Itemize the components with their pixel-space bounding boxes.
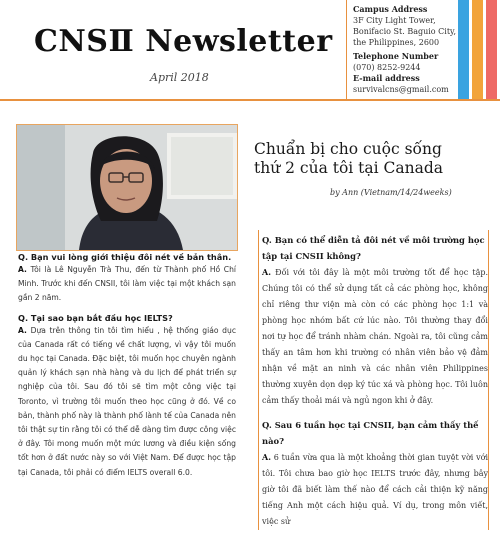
article-title-line-1: Chuẩn bị cho cuộc sống [254,140,442,158]
article-title [254,140,484,178]
right-column-border-right [488,230,489,530]
question-3: Q. Bạn có thể diễn tả đôi nét về môi trường học tập tại CNSII không? [262,235,485,261]
answer-1 [18,263,236,306]
color-stripes [458,0,500,99]
answer-1-text: Tôi là Lê Nguyễn Trà Thu, đến từ Thành phố Hồ Chí Minh. Trước khi đến CNSII, tôi làm việc tại một khách sạn gần 2 năm. [18,265,237,303]
campus-address-line: the Philippines, 2600 [353,38,440,47]
question-2: Q. Tại sao bạn bắt đầu học IELTS? [18,312,173,323]
left-column-interview [18,247,236,486]
answer-marker: A. [262,452,271,462]
answer-2-text: Dựa trên thông tin tôi tìm hiểu , hệ thống giáo dục của Canada rất có tiếng về chất lượng, vì vậy tôi muốn du học tại Canada. Đặc biệt, tôi muốn học chuyên ngành quản lý khách sạn nhà hàng và du lịch để phát triển sự nghiệp của tôi. Sau đó tôi sẽ tìm một công việc tại Toronto, vì trường tôi muốn theo học cũng ở đó. Về co bản, thành phố này là thành phố lành tế của Canada nên tôi thật sự tin rằng tôi có thể dễ dàng tìm được công việc ở đây. Tôi mong muốn một mức lương và điều kiện sống tốt hơn ở đất nước này so với Việt Nam. Để được học tập tại Canada, tôi phải có điểm IELTS overall 6.0. [18,325,236,477]
header-divider [0,99,500,101]
telephone-number: (070) 8252-9244 [353,63,421,72]
interviewee-photo [17,125,237,250]
newsletter-title: CNSⅡ Newsletter [34,24,333,59]
right-column-interview [262,232,488,538]
answer-2 [18,324,236,480]
orange-stripe [472,0,483,99]
answer-marker: A. [262,267,271,277]
email-label: E-mail address [353,73,420,83]
right-column-border-left [258,230,259,530]
newsletter-header [0,0,500,100]
telephone-label: Telephone Number [353,51,439,61]
blue-stripe [458,0,469,99]
article-title-line-2: thứ 2 của tôi tại Canada [254,159,444,177]
article-byline: by Ann (Vietnam/14/24weeks) [330,188,452,197]
campus-address-line: Bonifacio St. Baguio City, [353,27,457,36]
portrait-illustration [17,125,237,250]
answer-3-text: Đối với tôi đây là một môi trường tốt để học tập. Chúng tôi có thể sử dụng tất cả các phòng học, không chỉ riêng thư viện mà còn có các phòng học 1:1 và phòng học nhóm bất cứ lúc nào. Tôi thường thay đổi nơi tự học để tránh nhàm chán. Ngoài ra, tôi cũng cảm thấy an tâm hơn khi trường có nhân viên bảo vệ đảm nhận về mặt an ninh và các nhân viên Philippines thường xuyên dọn dẹp ký túc xá và phòng học. Tôi luôn cảm thấy thoải mái và ngủ ngon khi ở đây. [262,268,489,405]
issue-date: April 2018 [150,71,209,84]
red-stripe [486,0,497,99]
interviewee-photo-frame [16,124,238,251]
masthead [0,0,347,99]
answer-3 [262,264,488,409]
answer-marker: A. [18,325,27,335]
campus-address-line: 3F City Light Tower, [353,16,436,25]
answer-4-text: 6 tuần vừa qua là một khoảng thời gian tuyệt vời với tôi. Tôi chưa bao giờ học IELTS trước đây, nhưng bây giờ tôi đã biết làm thế nào để cách cải thiện kỹ năng tiếng Anh một cách hiệu quả. Ví dụ, trong môn viết, việc sử [262,453,489,526]
campus-address-label: Campus Address [353,4,428,14]
question-1: Q. Bạn vui lòng giới thiệu đôi nét về bản thân. [18,252,232,262]
question-4: Q. Sau 6 tuần học tại CNSII, bạn cảm thấy thế nào? [262,420,479,446]
email-address[interactable]: survivalcns@gmail.com [353,85,449,94]
contact-block [353,4,457,95]
answer-4 [262,449,488,530]
answer-marker: A. [18,265,27,274]
